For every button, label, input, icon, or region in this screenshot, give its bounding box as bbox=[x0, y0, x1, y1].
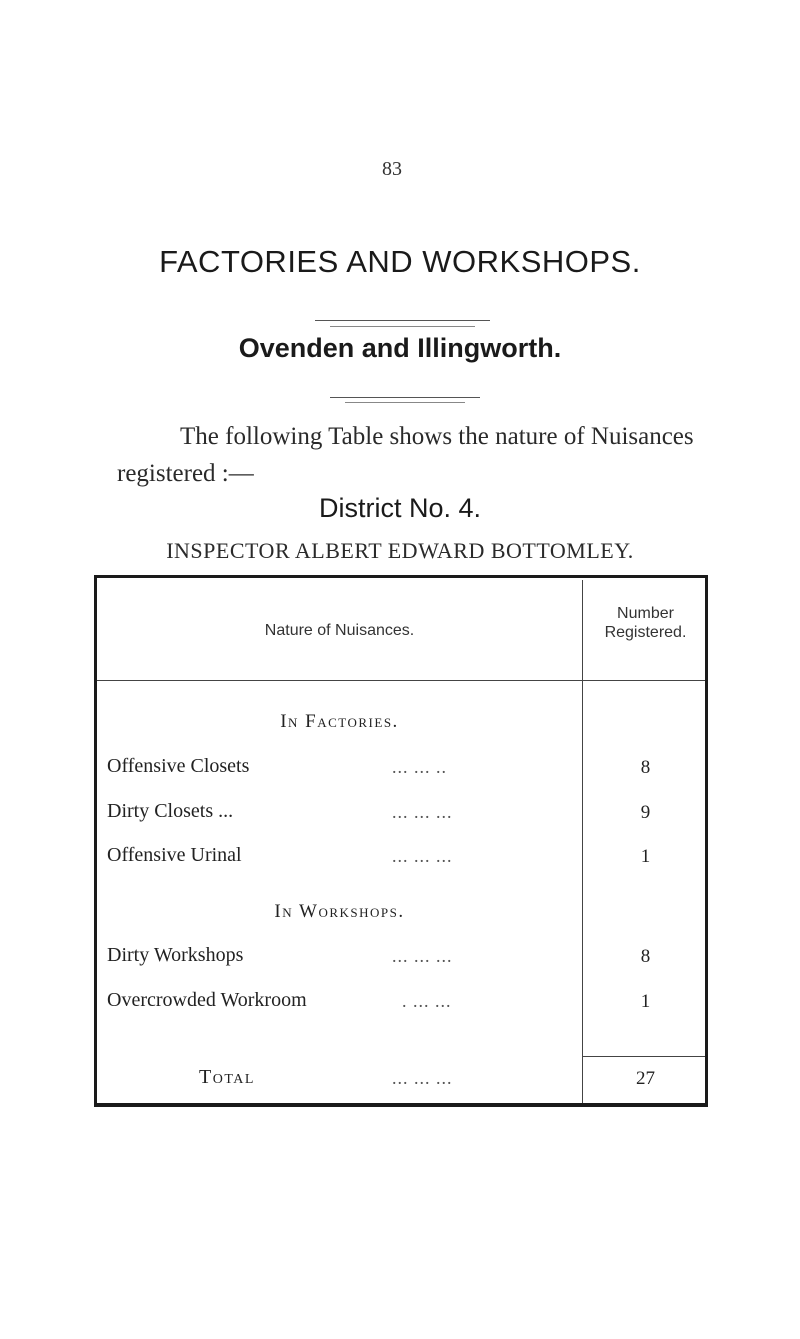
header-number bbox=[583, 604, 708, 642]
intro-paragraph bbox=[117, 418, 740, 492]
section-heading-workshops: In Workshops. bbox=[274, 901, 405, 922]
nuisances-table bbox=[94, 575, 708, 1107]
row-dots: . ... ... bbox=[402, 991, 452, 1011]
row-dots: ... ... ... bbox=[392, 846, 453, 866]
row-value-offensive-closets: 8 bbox=[640, 757, 651, 778]
row-value-dirty-workshops: 8 bbox=[640, 946, 651, 967]
row-value-overcrowded-workroom: 1 bbox=[640, 991, 651, 1012]
row-label-dirty-workshops: Dirty Workshops bbox=[107, 944, 244, 966]
row-label-offensive-closets: Offensive Closets bbox=[107, 755, 250, 777]
subtitle-rule-top bbox=[330, 397, 480, 398]
inspector-heading: INSPECTOR ALBERT EDWARD BOTTOMLEY. bbox=[166, 538, 634, 563]
row-label-offensive-urinal: Offensive Urinal bbox=[107, 844, 242, 866]
subtitle: Ovenden and Illingworth. bbox=[238, 333, 562, 363]
section-heading-factories: In Factories. bbox=[280, 711, 399, 732]
page-number: 83 bbox=[382, 158, 402, 180]
header-number-line-1: Number bbox=[617, 605, 674, 622]
row-dots: ... ... .. bbox=[392, 757, 447, 777]
row-label-dirty-closets: Dirty Closets ... bbox=[107, 800, 234, 822]
header-number-line-2: Registered. bbox=[604, 624, 687, 641]
total-rule bbox=[582, 1056, 705, 1057]
district-heading: District No. 4. bbox=[318, 493, 482, 523]
intro-line-1: The following Table shows the nature of Nuisances bbox=[180, 423, 694, 450]
header-rule bbox=[97, 680, 705, 681]
column-divider bbox=[582, 580, 583, 1103]
row-dots: ... ... ... bbox=[392, 802, 453, 822]
title-rule-bottom bbox=[330, 326, 475, 327]
row-value-dirty-closets: 9 bbox=[640, 802, 651, 823]
subtitle-rule-bottom bbox=[345, 402, 465, 403]
total-value: 27 bbox=[636, 1068, 655, 1089]
intro-line-2: registered :— bbox=[117, 460, 254, 487]
title-rule-top bbox=[315, 320, 490, 321]
row-value-offensive-urinal: 1 bbox=[640, 846, 651, 867]
header-nature: Nature of Nuisances. bbox=[264, 622, 415, 639]
total-label: Total bbox=[199, 1066, 255, 1088]
page-title: FACTORIES AND WORKSHOPS. bbox=[159, 244, 641, 279]
row-label-overcrowded-workroom: Overcrowded Workroom bbox=[107, 989, 307, 1011]
row-dots: ... ... ... bbox=[392, 1068, 453, 1088]
row-dots: ... ... ... bbox=[392, 946, 453, 966]
